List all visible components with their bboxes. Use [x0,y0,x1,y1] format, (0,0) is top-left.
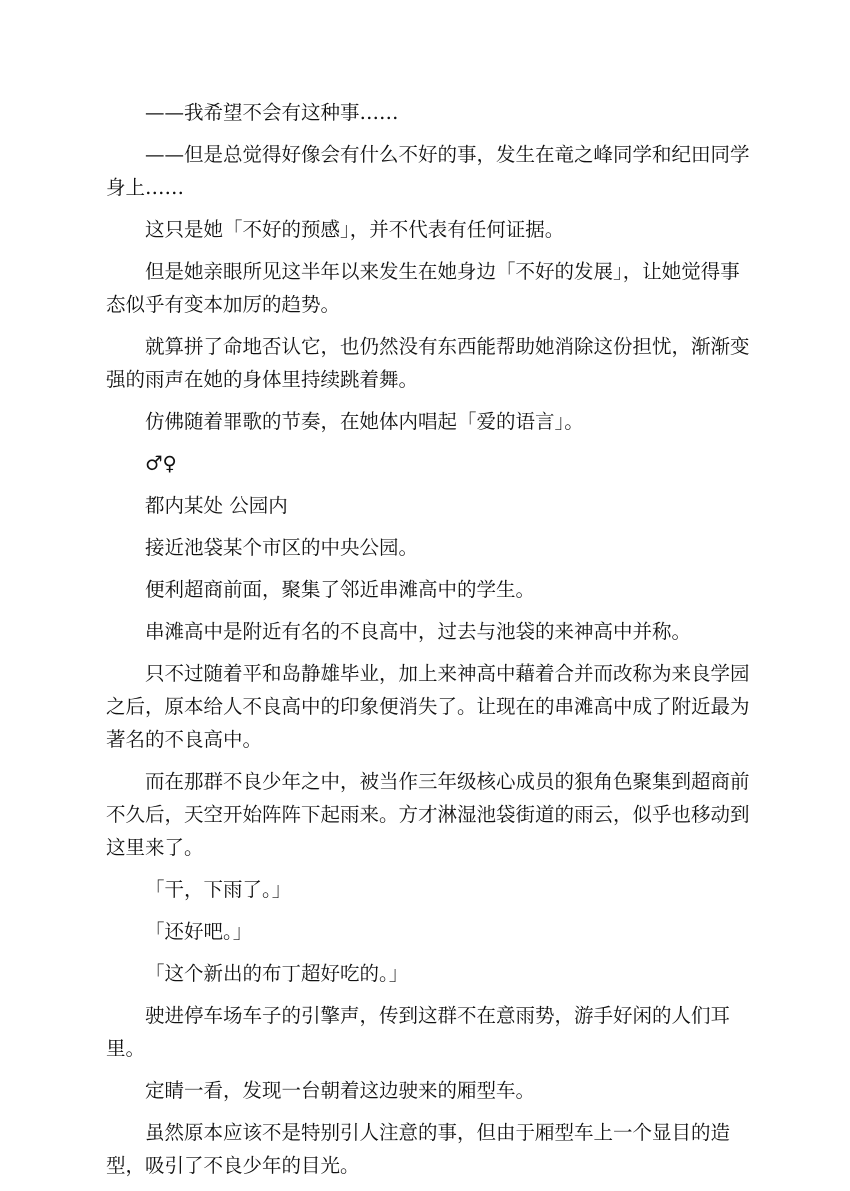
dialogue-line: 「还好吧。」 [145,920,253,943]
paragraph: 只不过随着平和岛静雄毕业，加上来神高中藉着合并而改称为来良学园之后，原本给人不良高中的印象便消失了。让现在的串滩高中成了附近最为著名的不良高中。 [106,662,750,751]
paragraph: 仿佛随着罪歌的节奏，在她体内唱起「爱的语言」。 [145,410,584,433]
dialogue-line: 「干，下雨了。」 [145,878,292,901]
paragraph: 但是她亲眼所见这半年以来发生在她身边「不好的发展」，让她觉得事态似乎有变本加厉的趋势。 [106,260,740,316]
paragraph: 就算拼了命地否认它，也仍然没有东西能帮助她消除这份担忧，渐渐变强的雨声在她的身体里持续跳着舞。 [106,335,750,391]
dialogue-line: 「这个新出的布丁超好吃的。」 [145,962,409,985]
paragraph: 接近池袋某个市区的中央公园。 [145,536,419,559]
paragraph: 便利超商前面，聚集了邻近串滩高中的学生。 [145,578,536,601]
paragraph: 而在那群不良少年之中，被当作三年级核心成员的狠角色聚集到超商前不久后，天空开始阵阵下起雨来。方才淋湿池袋街道的雨云，似乎也移动到这里来了。 [106,770,750,859]
paragraph: 这只是她「不好的预感」，并不代表有任何证据。 [145,218,565,241]
paragraph: 定睛一看，发现一台朝着这边驶来的厢型车。 [145,1079,536,1102]
paragraph: 虽然原本应该不是特别引人注意的事，但由于厢型车上一个显目的造型，吸引了不良少年的目光。 [106,1121,731,1177]
paragraph: 串滩高中是附近有名的不良高中，过去与池袋的来神高中并称。 [145,620,692,643]
paragraph: ——我希望不会有这种事…… [145,101,399,124]
body-text [106,96,752,1191]
scene-location-heading: 都内某处 公园内 [145,494,288,517]
paragraph: 驶进停车场车子的引擎声，传到这群不在意雨势，游手好闲的人们耳里。 [106,1004,731,1060]
paragraph: ——但是总觉得好像会有什么不好的事，发生在竜之峰同学和纪田同学身上…… [106,143,750,199]
scene-break-symbol: ♂♀ [145,452,177,475]
